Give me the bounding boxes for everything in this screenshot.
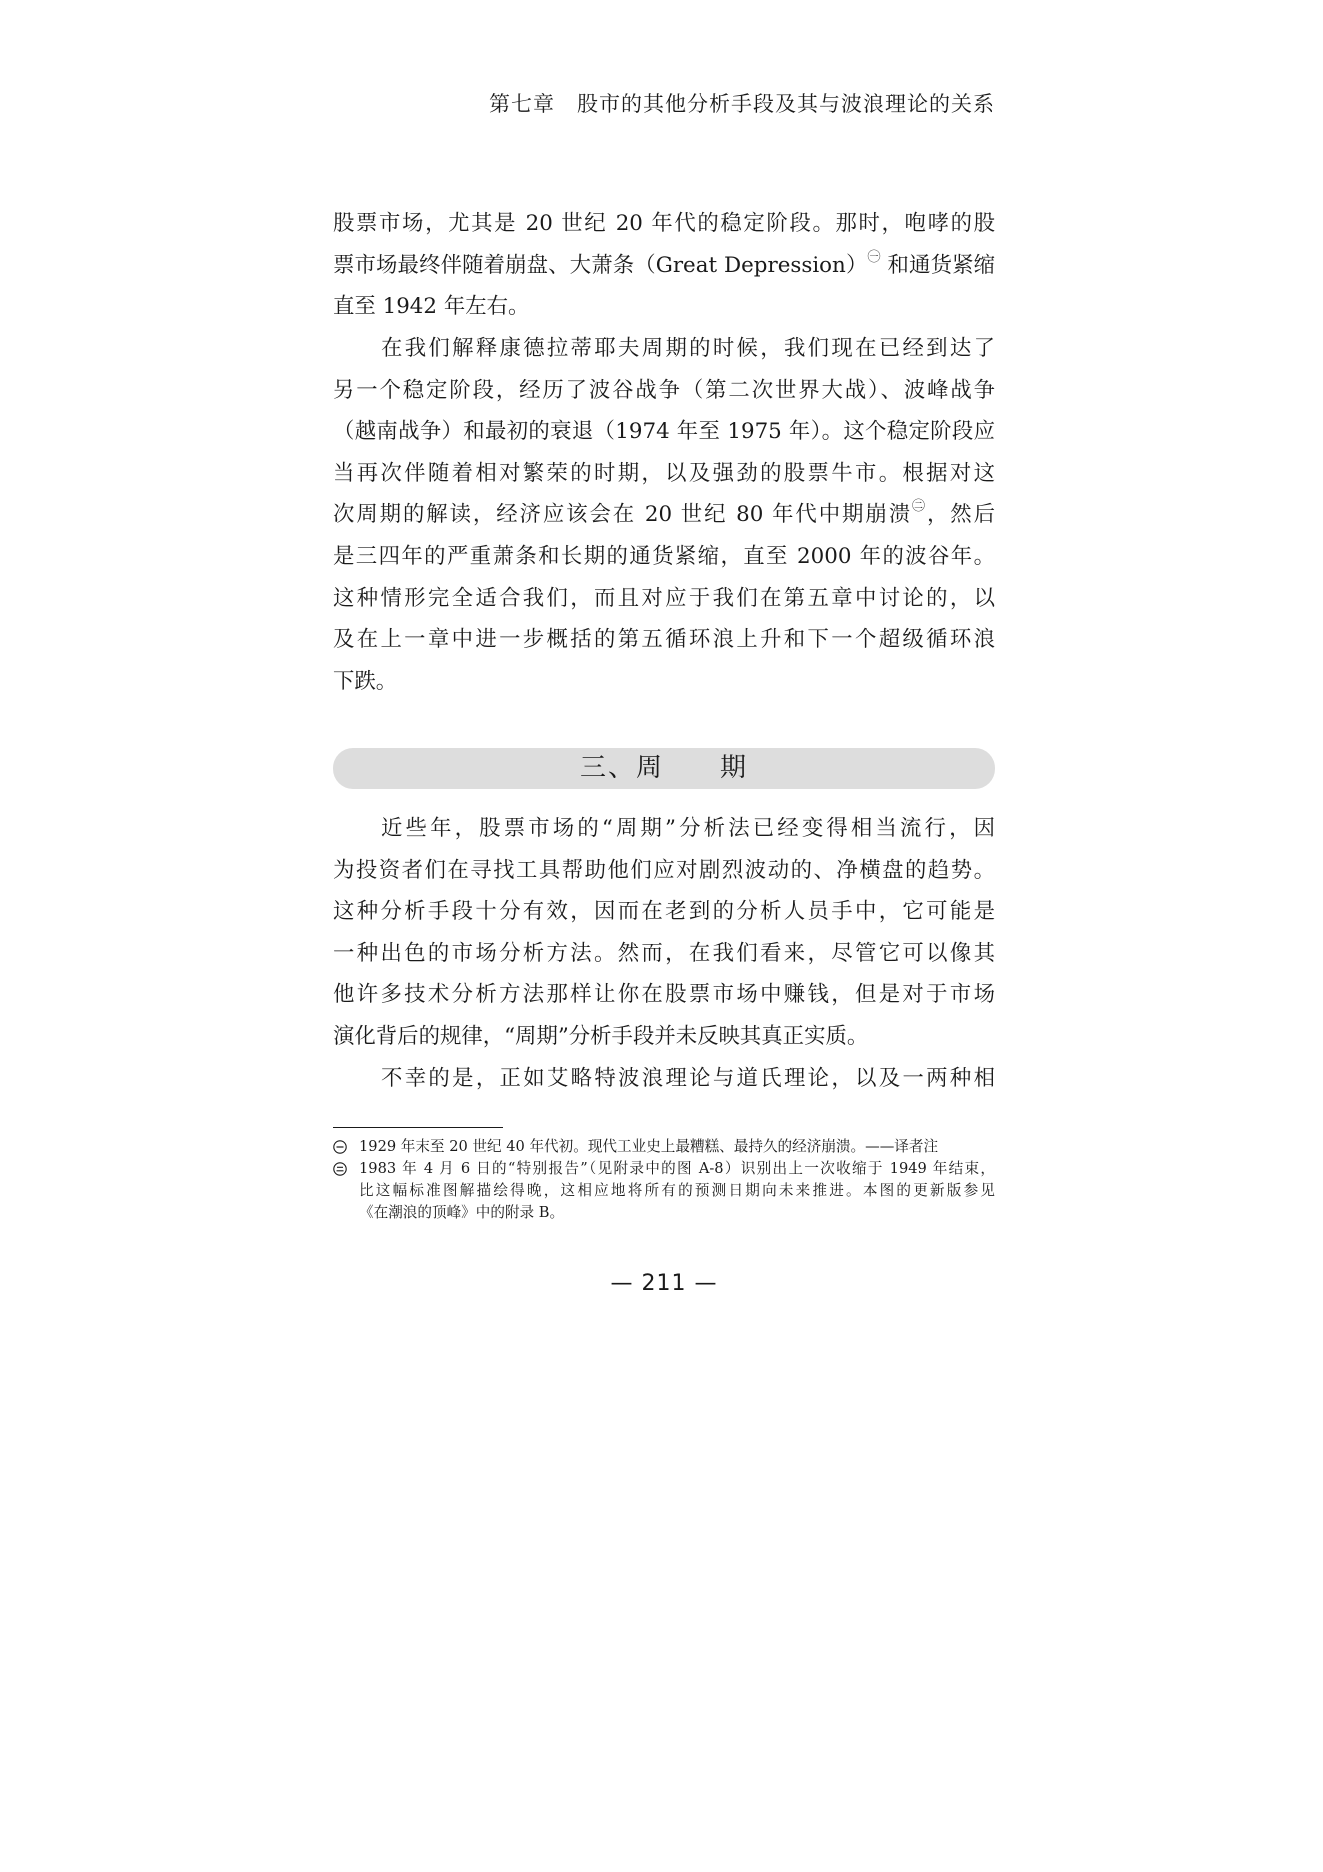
paragraph-line: 不幸的是，正如艾略特波浪理论与道氏理论，以及一两种相: [381, 1066, 995, 1091]
footnote-line: 1983 年 4 月 6 日的“特别报告”（见附录中的图 A-8）识别出上一次收缩于 1949 年结束，: [359, 1160, 995, 1177]
footnote-marker-2-icon: [333, 1162, 347, 1176]
footnote-ref-2: ㊁: [912, 499, 927, 515]
paragraph-line-text: 和通货紧缩: [880, 252, 995, 278]
footnote-separator: [333, 1127, 503, 1128]
paragraph-line: 演化背后的规律，“周期”分析手段并未反映其真正实质。: [333, 1023, 869, 1049]
paragraph-line: （越南战争）和最初的衰退（1974 年至 1975 年）。这个稳定阶段应: [333, 419, 995, 445]
paragraph-line: 为投资者们在寻找工具帮助他们应对剧烈波动的、净横盘的趋势。: [333, 857, 995, 883]
paragraph-line: [333, 494, 995, 536]
paragraph-line: 在我们解释康德拉蒂耶夫周期的时候，我们现在已经到达了: [381, 336, 995, 361]
footnotes: [333, 1136, 995, 1224]
footnote-line: 《在潮浪的顶峰》中的附录 B。: [359, 1204, 565, 1221]
paragraph-line: [333, 245, 995, 287]
paragraph-line: 当再次伴随着相对繁荣的时期，以及强劲的股票牛市。根据对这: [333, 460, 995, 486]
section-title: 三、周 期: [579, 753, 748, 783]
paragraph-line: 下跌。: [333, 668, 398, 694]
paragraph-line-text: 次周期的解读，经济应该会在 20 世纪 80 年代中期崩溃: [333, 502, 913, 528]
footnote-1: [333, 1136, 995, 1158]
footnote-marker-1-icon: [333, 1140, 347, 1154]
section-heading-bar: [333, 748, 995, 789]
footnote-ref-1: ㊀: [867, 249, 881, 265]
paragraph-3: [333, 808, 995, 1058]
paragraph-line: 及在上一章中进一步概括的第五循环浪上升和下一个超级循环浪: [333, 627, 995, 653]
paragraph-line: 他许多技术分析方法那样让你在股票市场中赚钱，但是对于市场: [333, 982, 995, 1008]
paragraph-line: 这种情形完全适合我们，而且对应于我们在第五章中讨论的，以: [333, 585, 995, 611]
paragraph-line-text: 票市场最终伴随着崩盘、大萧条（Great Depression）: [333, 252, 868, 278]
paragraph-line: 近些年，股票市场的“周期”分析法已经变得相当流行，因: [381, 816, 995, 841]
paragraph-1: [333, 203, 995, 328]
page-number: — 211 —: [610, 1271, 718, 1296]
paragraph-line: 直至 1942 年左右。: [333, 294, 530, 320]
paragraph-line: 这种分析手段十分有效，因而在老到的分析人员手中，它可能是: [333, 899, 995, 925]
paragraph-line: 股票市场，尤其是 20 世纪 20 年代的稳定阶段。那时，咆哮的股: [333, 211, 995, 236]
running-head: 第七章 股市的其他分析手段及其与波浪理论的关系: [489, 92, 995, 116]
paragraph-line: 另一个稳定阶段，经历了波谷战争（第二次世界大战）、波峰战争: [333, 377, 995, 403]
footnote-2: [333, 1158, 995, 1224]
paragraph-2: [333, 328, 995, 702]
paragraph-line: 一种出色的市场分析方法。然而，在我们看来，尽管它可以像其: [333, 940, 995, 966]
paragraph-4: [333, 1058, 995, 1100]
paragraph-line-text: ，然后: [926, 502, 995, 528]
paragraph-line: 是三四年的严重萧条和长期的通货紧缩，直至 2000 年的波谷年。: [333, 543, 995, 569]
footnote-line: 比这幅标准图解描绘得晚，这相应地将所有的预测日期向未来推进。本图的更新版参见: [359, 1182, 995, 1199]
footnote-line: 1929 年末至 20 世纪 40 年代初。现代工业史上最糟糕、最持久的经济崩溃。——译者注: [359, 1138, 939, 1155]
